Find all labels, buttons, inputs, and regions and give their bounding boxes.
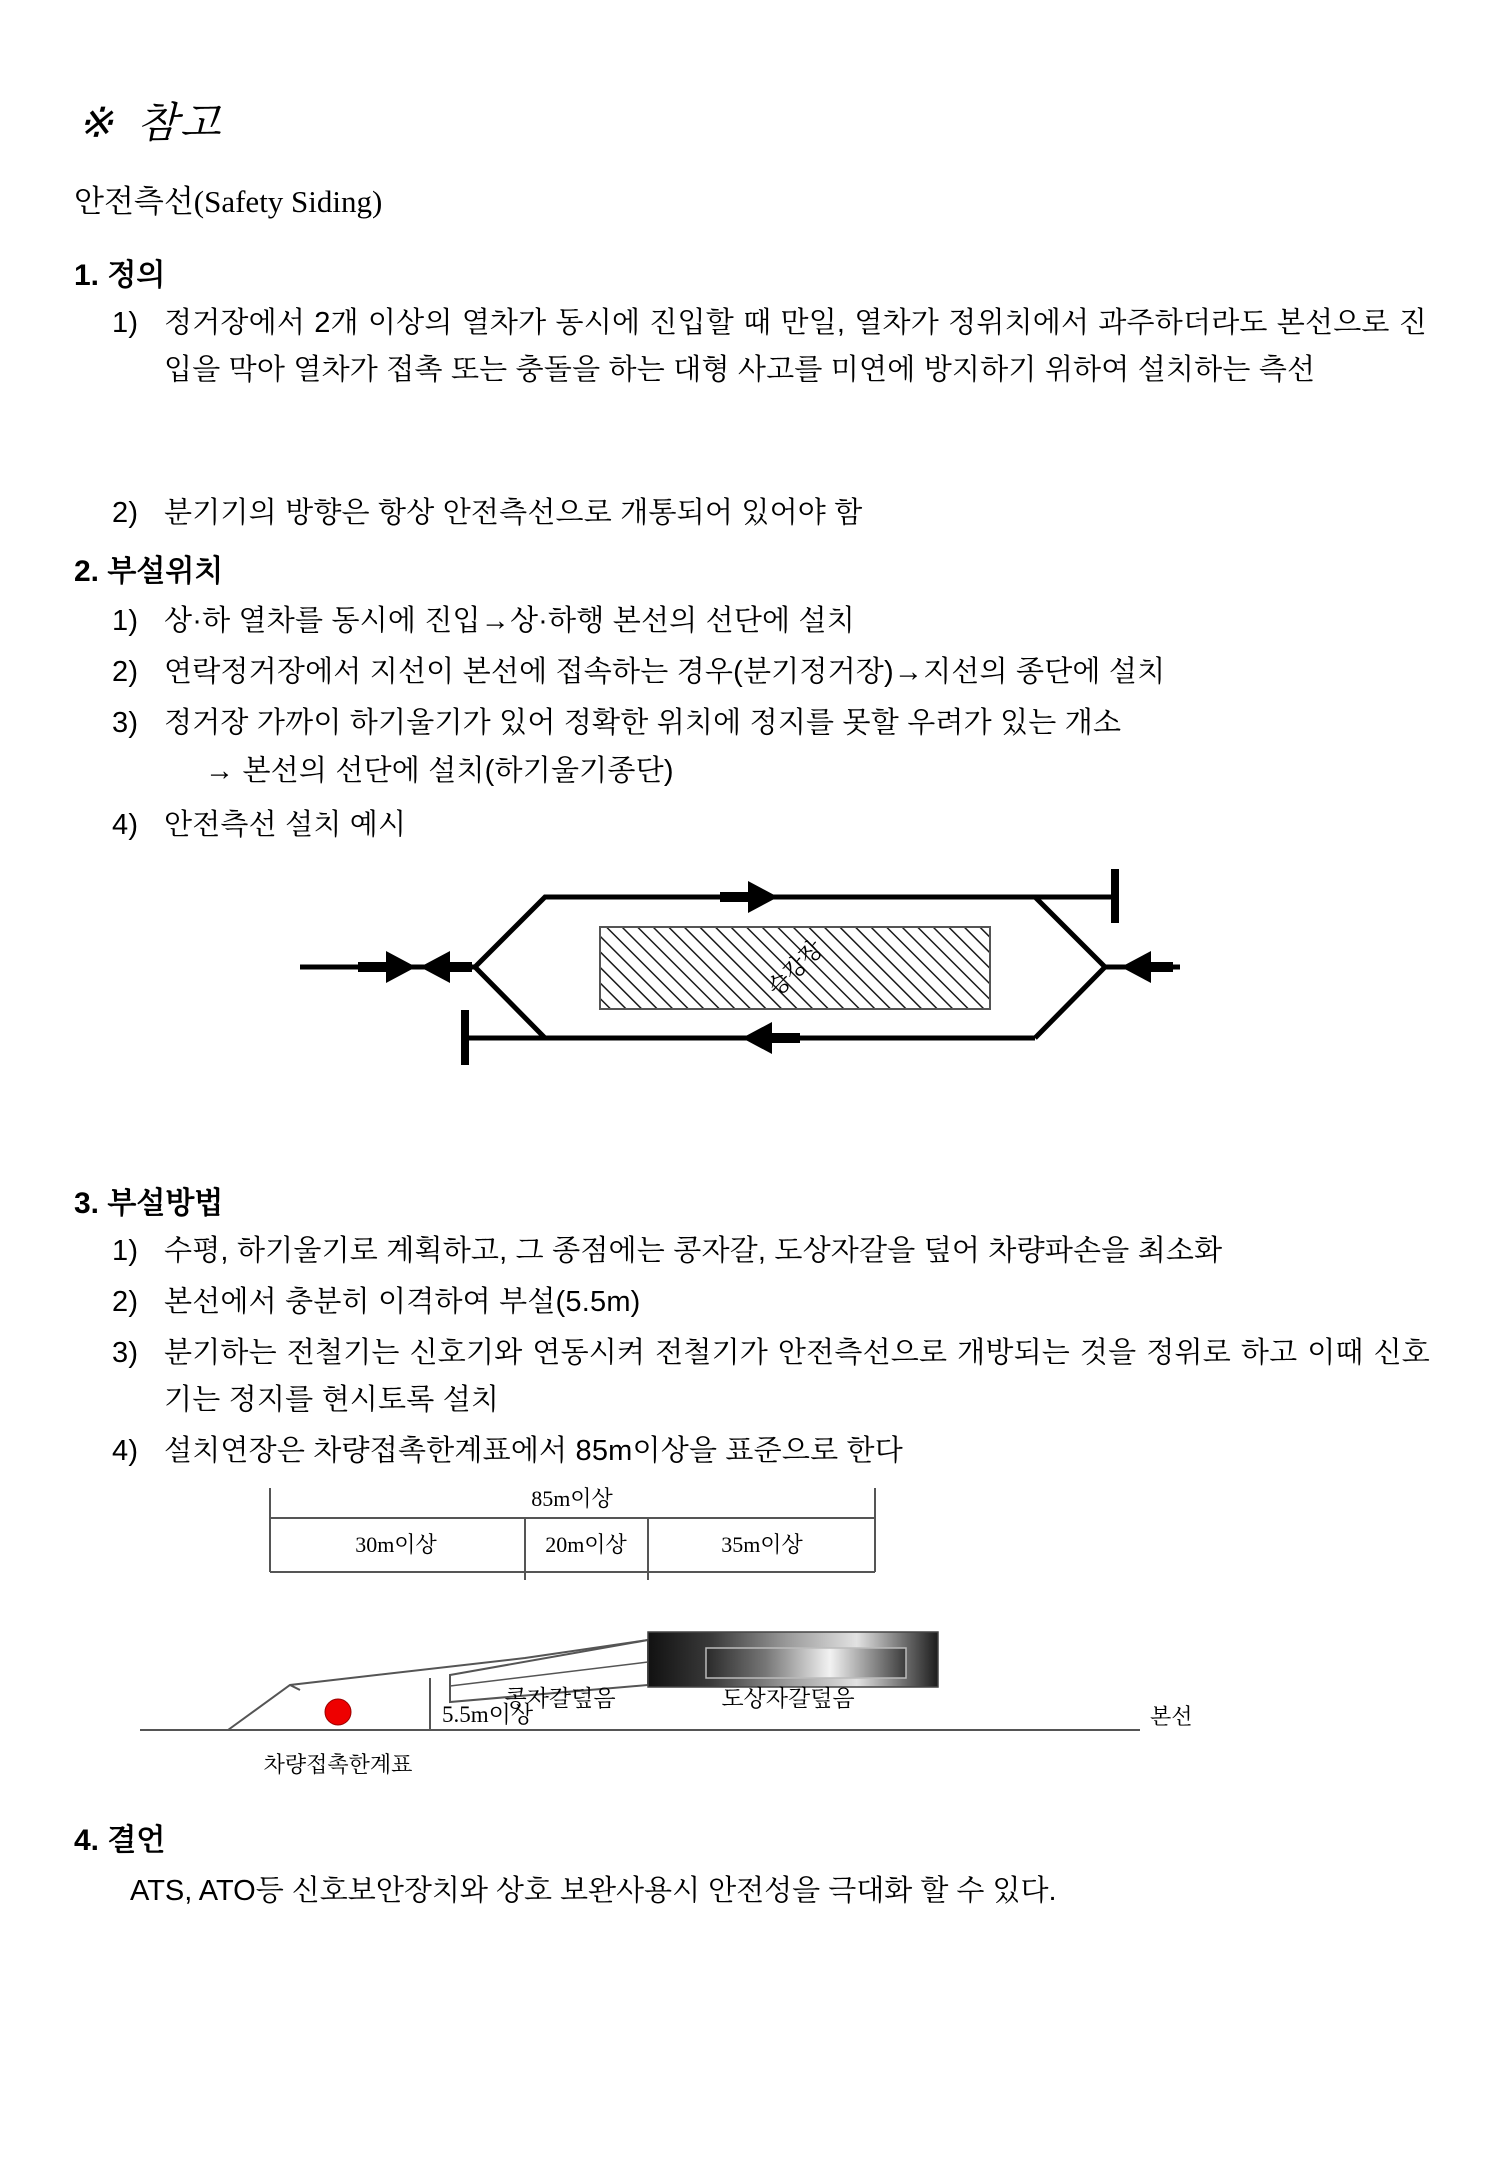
- pea-gravel-label: 콩자갈덮음: [504, 1686, 616, 1711]
- list-item-number: 3): [112, 707, 139, 739]
- section-heading-3: 3. 부설방법: [74, 1187, 224, 1220]
- list-item: [112, 1279, 1427, 1326]
- list-item: [112, 700, 1427, 747]
- clearance-marker-dot-icon: [325, 1699, 351, 1725]
- list-item-number: 1): [112, 307, 139, 339]
- list-item-number: 2): [112, 1286, 139, 1318]
- list-item: [112, 490, 1427, 537]
- clearance-marker-label: 차량접촉한계표: [263, 1752, 413, 1777]
- list-item-text: 분기기의 방향은 항상 안전측선으로 개통되어 있어야 함: [164, 497, 863, 529]
- list-item: [112, 598, 1427, 645]
- station-track-diagram: [300, 855, 1180, 1075]
- list-item-sub: [205, 748, 1405, 795]
- list-item-number: 4): [112, 809, 139, 841]
- list-item-text: 상·하 열차를 동시에 진입→상·하행 본선의 선단에 설치: [164, 605, 855, 637]
- segment-label-1: 30m이상: [355, 1532, 437, 1557]
- main-line-label: 본선: [1150, 1704, 1193, 1729]
- siding-profile-diagram: [140, 1480, 1220, 1800]
- list-item-text: 안전측선 설치 예시: [164, 809, 407, 841]
- list-item-number: 1): [112, 1235, 139, 1267]
- list-item: [112, 1428, 1427, 1475]
- list-item-number: 2): [112, 656, 139, 688]
- list-item-text: 설치연장은 차량접촉한계표에서 85m이상을 표준으로 한다: [164, 1435, 903, 1467]
- list-item: [112, 300, 1427, 394]
- document-subtitle: 안전측선(Safety Siding): [74, 184, 383, 219]
- list-item-text: 본선에서 충분히 이격하여 부설(5.5m): [164, 1286, 641, 1318]
- total-length-label: 85m이상: [531, 1486, 613, 1511]
- list-item: [112, 1330, 1430, 1424]
- list-item: [112, 649, 1427, 696]
- section-heading-2: 2. 부설위치: [74, 555, 224, 588]
- list-item-sub-text: → 본선의 선단에 설치(하기울기종단): [205, 755, 674, 787]
- list-item-text: 수평, 하기울기로 계획하고, 그 종점에는 콩자갈, 도상자갈을 덮어 차량파손을 최소화: [164, 1235, 1223, 1267]
- list-item-text: 정거장 가까이 하기울기가 있어 정확한 위치에 정지를 못할 우려가 있는 개소: [164, 707, 1122, 739]
- section-heading-4: 4. 결언: [74, 1824, 166, 1857]
- conclusion-text: ATS, ATO등 신호보안장치와 상호 보완사용시 안전성을 극대화 할 수 있다.: [130, 1875, 1057, 1907]
- page-title: [78, 90, 222, 150]
- segment-label-3: 35m이상: [721, 1532, 803, 1557]
- page-title-text: 참고: [137, 99, 223, 146]
- list-item-number: 1): [112, 605, 139, 637]
- platform-label: 승강장: [762, 935, 828, 1001]
- list-item: [112, 802, 1427, 849]
- list-item-number: 4): [112, 1435, 139, 1467]
- list-item-text: 분기하는 전철기는 신호기와 연동시켜 전철기가 안전측선으로 개방되는 것을 정위로 하고 이때 신호기는 정지를 현시토록 설치: [164, 1337, 1430, 1416]
- list-item: [112, 1228, 1442, 1275]
- list-item-text: 정거장에서 2개 이상의 열차가 동시에 진입할 때 만일, 열차가 정위치에서 과주하더라도 본선으로 진입을 막아 열차가 접촉 또는 충돌을 하는 대형 사고를 미연에 방지하기 위하여 설치하는 측선: [164, 307, 1427, 386]
- section-heading-1: 1. 정의: [74, 259, 166, 292]
- list-item-number: 2): [112, 497, 139, 529]
- reference-mark-icon: ※: [78, 99, 116, 146]
- offset-label: 5.5m이상: [442, 1702, 534, 1727]
- list-item-number: 3): [112, 1337, 139, 1369]
- ballast-gravel-label: 도상자갈덮음: [721, 1686, 855, 1711]
- segment-label-2: 20m이상: [545, 1532, 627, 1557]
- list-item-text: 연락정거장에서 지선이 본선에 접속하는 경우(분기정거장)→지선의 종단에 설치: [164, 656, 1166, 688]
